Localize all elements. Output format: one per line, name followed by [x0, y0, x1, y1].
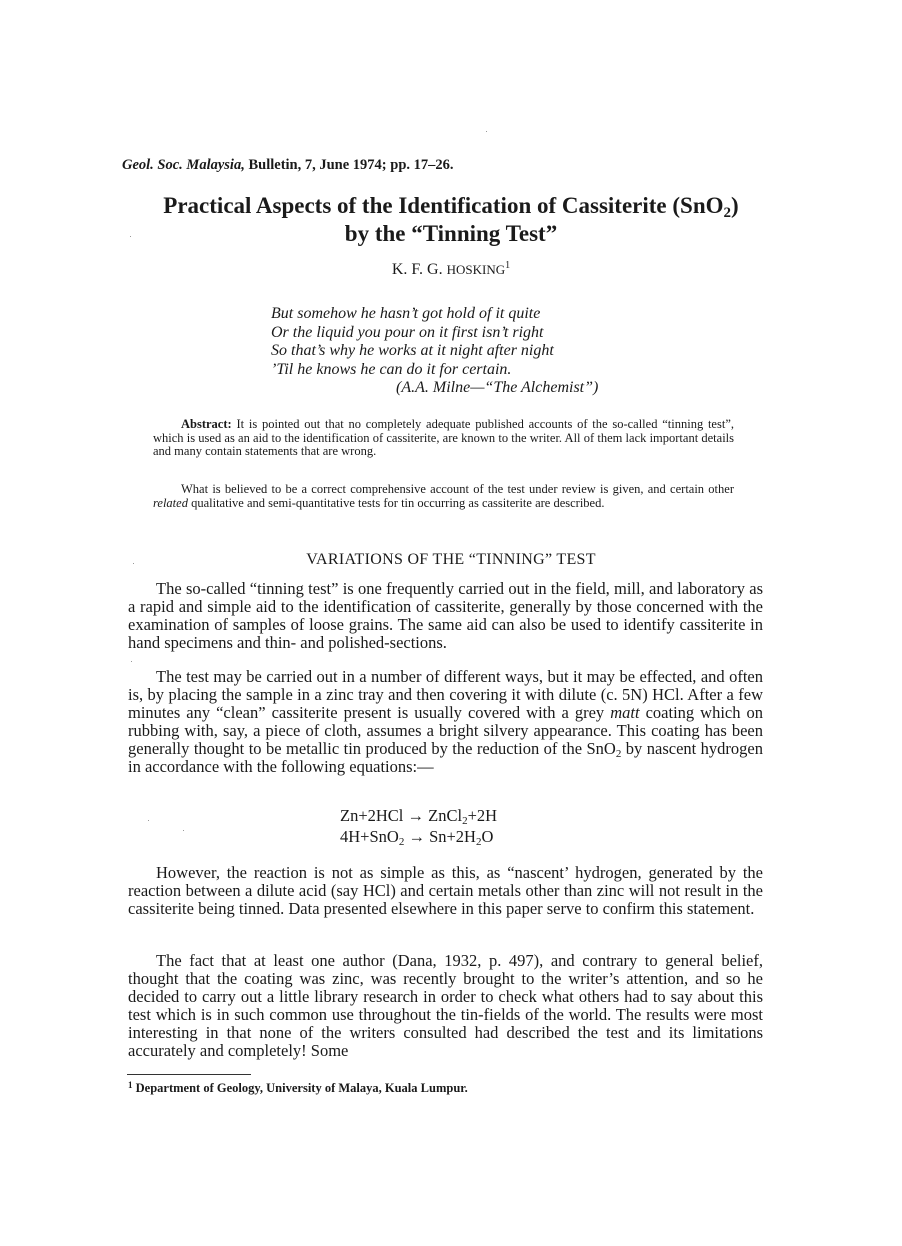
body-text: coating which on rubbing with, say, a piece of cloth, assumes a bright silvery appearance. This coating has been generally thought to be metallic tin produced by the reduction of the SnO [128, 703, 764, 758]
footnote-mark: 1 [128, 1080, 133, 1090]
epigraph [271, 305, 598, 398]
section-heading: VARIATIONS OF THE “TINNING” TEST [306, 551, 596, 568]
footnote-text: Department of Geology, University of Malaya, Kuala Lumpur. [132, 1081, 468, 1095]
epigraph-line: But somehow he hasn’t got hold of it quite [271, 305, 541, 322]
epigraph-line: So that’s why he works at it night after night [271, 342, 554, 360]
scan-speck [183, 830, 184, 831]
body-text: The test may be carried out in a number of different ways, but it may be effected, and often is, by placing the sample in a zinc tray and then covering it with dilute (c. 5N) HCl. After a few minutes any “clean” cassiterite present is usually covered with a grey [128, 667, 763, 722]
author-footnote-mark: 1 [505, 260, 511, 271]
scan-speck [486, 131, 487, 132]
body-italic: matt [610, 703, 640, 722]
equation-text: O [481, 827, 494, 846]
body-paragraph-1: The so-called “tinning test” is one frequently carried out in the field, mill, and laboratory as a rapid and simple aid to the identification of cassiterite, generally by those concerned with the examination of samples of loose grains. The same aid can also be used to identify cassiterite in hand specimens and thin- and polished-sections. [128, 579, 763, 652]
abstract-text: What is believed to be a correct comprehensive account of the test under review is given, and certain other [181, 482, 734, 496]
abstract-text: qualitative and semi-quantitative tests for tin occurring as cassiterite are described. [187, 495, 605, 510]
epigraph-credit: (A.A. Milne—“The Alchemist”) [396, 379, 599, 397]
equation-text: 4H+SnO [340, 827, 399, 846]
abstract-text: It is pointed out that no completely adequate published accounts of the so-called “tinning test”, which is used as an aid to the identification of cassiterite, are known to the writer. All of them lack important details and many contain statements that are wrong. [153, 417, 734, 458]
title-text-end: ) [731, 193, 739, 218]
body-paragraph-4: The fact that at least one author (Dana, 1932, p. 497), and contrary to general belief, thought that the coating was zinc, was recently brought to the writer’s attention, and so he decided to carry out a little library research in order to check what others had to say about this test which is in such common use throughout the tin-fields of the world. The results were most interesting in that none of the writers consulted had described the test and its limitations accurately and completely! Some [128, 951, 763, 1060]
author-line [100, 261, 802, 279]
scan-speck [148, 820, 149, 821]
body-subscript: 2 [615, 748, 622, 760]
journal-citation [122, 157, 454, 174]
equation-2 [340, 826, 497, 847]
paper-title-line-2: by the “Tinning Test” [344, 221, 558, 246]
citation-details: Bulletin, 7, June 1974; pp. 17–26. [244, 157, 454, 173]
epigraph-line: ’Til he knows he can do it for certain. [271, 360, 512, 378]
footnote [128, 1081, 468, 1096]
abstract-paragraph-1 [153, 418, 734, 459]
body-paragraph-3: However, the reaction is not as simple as this, as “nascent’ hydrogen, generated by the reaction between a dilute acid (say HCl) and certain metals other than zinc will not result in the cassiterite being tinned. Data presented elsewhere in this paper serve to confirm this statement. [128, 863, 763, 918]
body-paragraph-2 [128, 668, 763, 776]
abstract-paragraph-2 [153, 483, 734, 510]
author-initials: K. F. G. [391, 261, 447, 278]
equation-subscript: 2 [398, 836, 405, 848]
epigraph-line: Or the liquid you pour on it first isn’t right [271, 323, 544, 341]
scan-speck [133, 563, 134, 564]
title-text: Practical Aspects of the Identification of Cassiterite (SnO [163, 193, 724, 218]
abstract-label: Abstract: [181, 417, 232, 431]
scan-speck [130, 236, 131, 237]
equation-subscript: 2 [462, 815, 468, 827]
title-subscript: 2 [723, 205, 732, 221]
scan-speck [131, 661, 132, 662]
journal-name: Geol. Soc. Malaysia, [122, 157, 245, 173]
body-text: by nascent hydrogen in accordance with the following equations:— [128, 739, 764, 776]
equation-text: Zn+2HCl → ZnCl [340, 806, 463, 825]
equation-text: → Sn+2H [404, 827, 476, 846]
equation-text: +2H [467, 806, 498, 825]
abstract-italic: related [153, 495, 188, 510]
footnote-rule [127, 1074, 251, 1075]
equation-1 [340, 805, 497, 826]
author-surname: HOSKING [446, 262, 506, 277]
equations [340, 805, 497, 847]
equation-subscript: 2 [475, 836, 482, 848]
